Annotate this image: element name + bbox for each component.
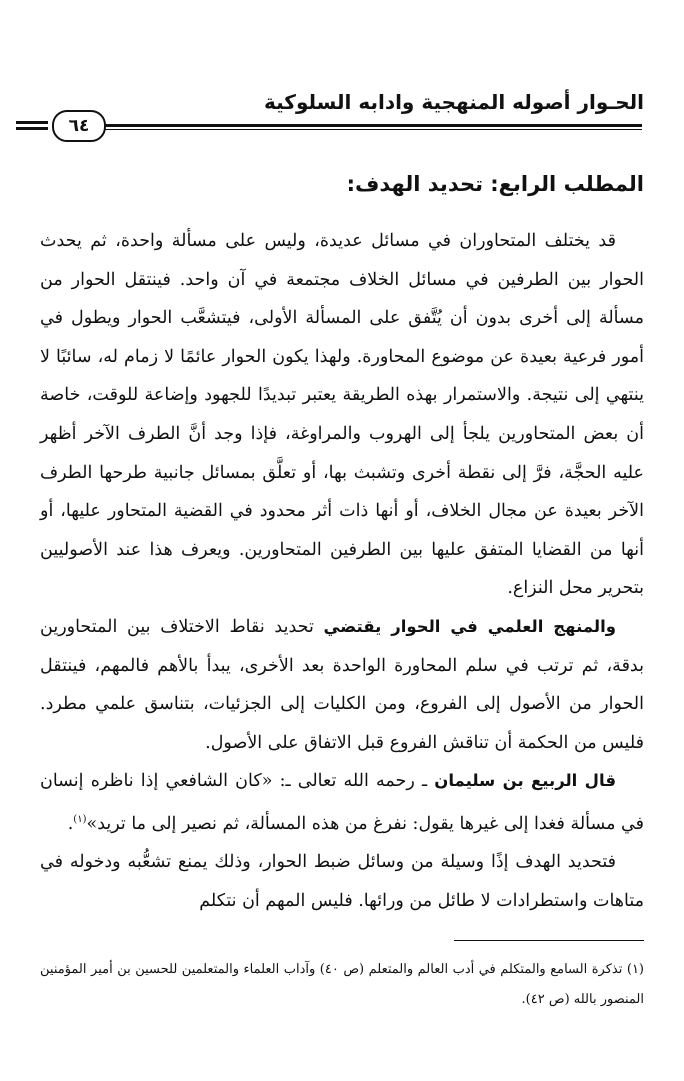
paragraph-text: تحديد نقاط الاختلاف بين المتحاورين بدقة، ثم ترتب في سلم المحاورة الواحدة بعد الأخرى، يبدأ بالأهم فالمهم، فينتقل الحوار من الأصول إلى الفروع، ومن الكليات إلى الجزئيات، بتناسق علمي مطرد. فليس من الحكمة أن تناقش الفروع قبل الاتفاق على الأصول. xyxy=(40,616,644,753)
section-heading: المطلب الرابع: تحديد الهدف: xyxy=(346,172,644,196)
paragraph-lead: والمنهج العلمي في الحوار يقتضي xyxy=(323,616,616,636)
paragraph-text: قد يختلف المتحاوران في مسائل عديدة، وليس على مسألة واحدة، ثم يحدث الحوار بين الطرفين في مسائل الخلاف مجتمعة في آن واحد. فينتقل الحوار من مسألة إلى أخرى بدون أن يُتَّفق على المسألة الأولى، فيتشعَّب الحوار ويطول في أمور فرعية بعيدة عن موضوع المحاورة. ولهذا يكون الحوار عائمًا لا زمام له، سائبًا لا ينتهي إلى نتيجة. والاستمرار بهذه الطريقة يعتبر تبديدًا للجهود وإضاعة للوقت، خاصة أن بعض المتحاورين يلجأ إلى الهروب والمراوغة، فإذا وجد أنَّ الطرف الآخر أظهر عليه الحجَّة، فرَّ إلى نقطة أخرى وتشبث بها، أو تعلَّق بمسائل جانبية طرحها الطرف الآخر بعيدة عن مجال الخلاف، أو أنها ذات أثر محدود في القضية المتحاور عليها، أو أنها من القضايا المتفق عليها بين الطرفين المتحاورين. ويعرف هذا عند الأصوليين بتحرير محل النزاع. xyxy=(40,231,644,599)
footnote: (١) تذكرة السامع والمتكلم في أدب العالم والمتعلم (ص ٤٠) وآداب العلماء والمتعلمين للحسين بن أمير المؤمنين المنصور بالله (ص ٤٢). xyxy=(40,962,644,1007)
body-text xyxy=(40,222,644,921)
page-number-dash xyxy=(16,121,48,129)
header-rule xyxy=(105,124,642,127)
header-rule-thin xyxy=(105,129,642,130)
paragraph xyxy=(40,762,644,843)
paragraph-text: ـ رحمه الله تعالى ـ: «كان الشافعي إذا ناظره إنسان في مسألة فغدا إلى غيرها يقول: نفرغ من هذه المسألة، ثم نصير إلى ما تريد» xyxy=(40,771,644,834)
paragraph-text: فتحديد الهدف إذًا وسيلة من وسائل ضبط الحوار، وذلك يمنع تشعُّبه ودخوله في متاهات واستطرادات لا طائل من ورائها. فليس المهم أن نتكلم xyxy=(40,852,644,911)
paragraph-end: . xyxy=(67,813,74,834)
footnotes xyxy=(40,955,644,1015)
paragraph xyxy=(40,222,644,608)
paragraph-lead: قال الربيع بن سليمان xyxy=(434,771,617,791)
page-number: ٦٤ xyxy=(52,110,106,142)
paragraph xyxy=(40,608,644,762)
footnote-rule xyxy=(454,940,644,941)
running-header: الحـوار أصوله المنهجية وادابه السلوكية xyxy=(264,90,644,114)
footnote-reference[interactable]: (١) xyxy=(73,813,87,825)
paragraph xyxy=(40,843,644,920)
